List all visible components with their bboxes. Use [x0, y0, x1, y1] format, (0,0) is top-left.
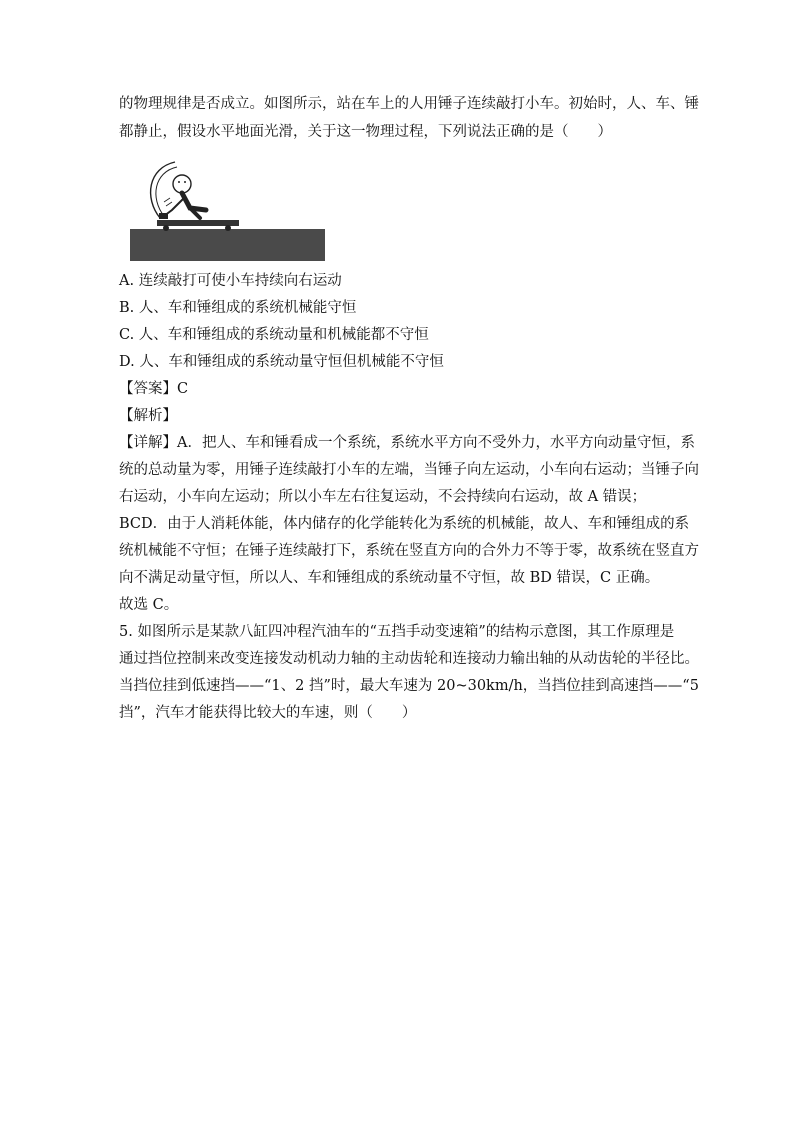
analysis-line: 统的总动量为零，用锤子连续敲打小车的左端，当锤子向左运动，小车向右运动；当锤子向: [119, 462, 699, 478]
stem-line: 5. 如图所示是某款八缸四冲程汽油车的“五挡手动变速箱”的结构示意图，其工作原理是: [119, 624, 675, 640]
stem-line: 通过挡位控制来改变连接发动机动力轴的主动齿轮和连接动力输出轴的从动齿轮的半径比。: [119, 651, 699, 667]
stem-line: 挡”，汽车才能获得比较大的车速，则（ ）: [119, 705, 417, 721]
analysis-line: 故选 C。: [119, 597, 179, 613]
answer: 【答案】C: [119, 381, 189, 397]
stem-line: 当挡位挂到低速挡——“1、2 挡”时，最大车速为 20~30km/h，当挡位挂到高速挡——“5: [119, 678, 699, 694]
analysis-line: 【详解】A．把人、车和锤看成一个系统，系统水平方向不受外力，水平方向动量守恒，系: [119, 435, 695, 451]
stem-line: 的物理规律是否成立。如图所示，站在车上的人用锤子连续敲打小车。初始时，人、车、锤: [119, 96, 699, 112]
analysis-line: 向不满足动量守恒，所以人、车和锤组成的系统动量不守恒，故 BD 错误，C 正确。: [119, 570, 660, 586]
analysis-line: BCD．由于人消耗体能，体内储存的化学能转化为系统的机械能，故人、车和锤组成的系: [119, 516, 690, 532]
stem-line: 都静止，假设水平地面光滑，关于这一物理过程，下列说法正确的是（ ）: [119, 124, 612, 140]
analysis-line: 右运动，小车向左运动；所以小车左右往复运动，不会持续向右运动，故 A 错误；: [119, 489, 647, 505]
analysis-heading: 【解析】: [119, 408, 177, 424]
option-a: A. 连续敲打可使小车持续向右运动: [119, 273, 342, 289]
option-b: B. 人、车和锤组成的系统机械能守恒: [119, 300, 357, 316]
option-d: D. 人、车和锤组成的系统动量守恒但机械能不守恒: [119, 354, 444, 370]
option-c: C. 人、车和锤组成的系统动量和机械能都不守恒: [119, 327, 429, 343]
person-hammer-cart-figure: [130, 158, 325, 261]
analysis-line: 统机械能不守恒；在锤子连续敲打下，系统在竖直方向的合外力不等于零，故系统在竖直方: [119, 543, 699, 559]
